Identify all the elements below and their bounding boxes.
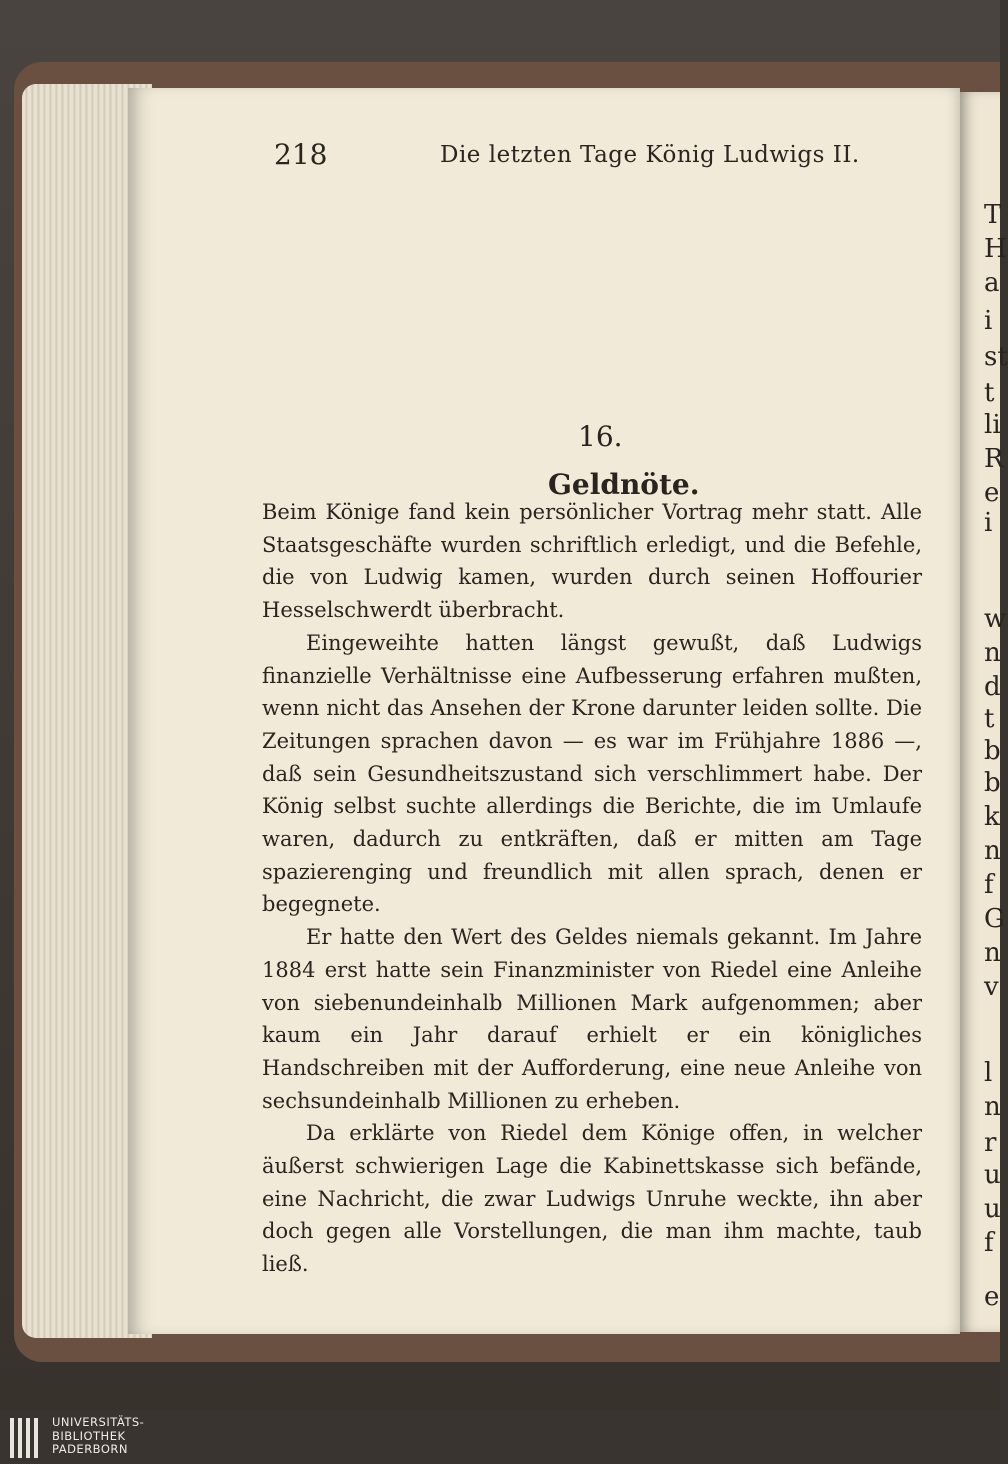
next-page-fragment: b [984,768,1001,798]
next-page-fragment: i [984,508,993,538]
next-page-fragment: d [984,672,1001,702]
next-page-fragment: k [984,802,1000,832]
library-logo-text [52,1416,144,1457]
next-page-fragment: n [984,938,1001,968]
next-page-edge [960,92,1008,1332]
next-page-fragment: e [984,478,1000,508]
next-page-fragment: t [984,378,995,408]
next-page-fragment: f [984,1228,994,1258]
next-page-fragment: b [984,736,1001,766]
next-page-fragment: li [984,410,1001,440]
next-page-fragment: n [984,638,1001,668]
next-page-fragment: u [984,1194,1001,1224]
next-page-fragment: r [984,1128,997,1158]
logo-line-3: PADERBORN [52,1442,129,1456]
next-page-fragment: a [984,268,1000,298]
paragraph-1: Beim Könige fand kein persönlicher Vortrag mehr statt. Alle Staatsgeschäfte wurden schriftlich erledigt, und die Befehle, die von Ludwig kamen, wurden durch seinen Hoffourier Hesselschwerdt überbracht. [262,500,922,623]
next-page-fragment: R [984,444,1004,474]
body-text [262,496,922,1281]
chapter-title: Geldnöte. [548,468,700,501]
next-page-fragment: n [984,1092,1001,1122]
next-page-fragment: t [984,704,995,734]
library-logo-bar [0,1410,1000,1464]
next-page-fragment: u [984,1160,1001,1190]
running-title: Die letzten Tage König Ludwigs II. [440,142,860,168]
next-page-fragment: w [984,604,1007,634]
next-page-fragment: f [984,870,994,900]
next-page-fragment: i [984,306,993,336]
next-page-fragment: G [984,904,1005,934]
logo-line-1: UNIVERSITÄTS- [52,1415,145,1429]
next-page-fragment: l [984,1058,993,1088]
next-page-fragment: v [984,972,999,1002]
logo-line-2: BIBLIOTHEK [52,1428,126,1443]
paragraph-3: Er hatte den Wert des Geldes niemals gekannt. Im Jahre 1884 erst hatte sein Finanzminister von Riedel eine Anleihe von siebenundeinhalb Millionen Mark aufgenommen; aber kaum ein Jahr darauf erhielt er ein königliches Handschreiben mit der Aufforderung, eine neue Anleihe von sechsundeinhalb Millionen zu erheben. [262,925,922,1113]
chapter-number: 16. [578,420,623,453]
next-page-fragment: st [984,342,1008,372]
paragraph-2: Eingeweihte hatten längst gewußt, daß Ludwigs finanzielle Verhältnisse eine Aufbesserung erfahren mußten, wenn nicht das Ansehen der Krone darunter leiden sollte. Die Zeitungen sprachen davon — es war im Frühjahre 1886 —, daß sein Gesundheitszustand sich verschlimmert habe. Der König selbst suchte allerdings die Berichte, die im Umlaufe waren, dadurch zu entkräften, daß er mitten am Tage spazierenging und freundlich mit allen sprach, denen er begegnete. [262,630,922,917]
next-page-fragment: n [984,836,1001,866]
library-logo-icon [10,1418,44,1458]
next-page-fragment: T [984,200,1002,230]
next-page-fragment: e [984,1282,1000,1312]
next-page-fragment: H [984,234,1007,264]
paragraph-4: Da erklärte von Riedel dem Könige offen, in welcher äußerst schwierigen Lage die Kabinettskasse sich befände, eine Nachricht, die zwar Ludwigs Unruhe weckte, ihn aber doch gegen alle Vorstellungen, die man ihm machte, taub ließ. [262,1121,922,1277]
page-header [274,138,934,178]
page-number: 218 [274,138,328,171]
